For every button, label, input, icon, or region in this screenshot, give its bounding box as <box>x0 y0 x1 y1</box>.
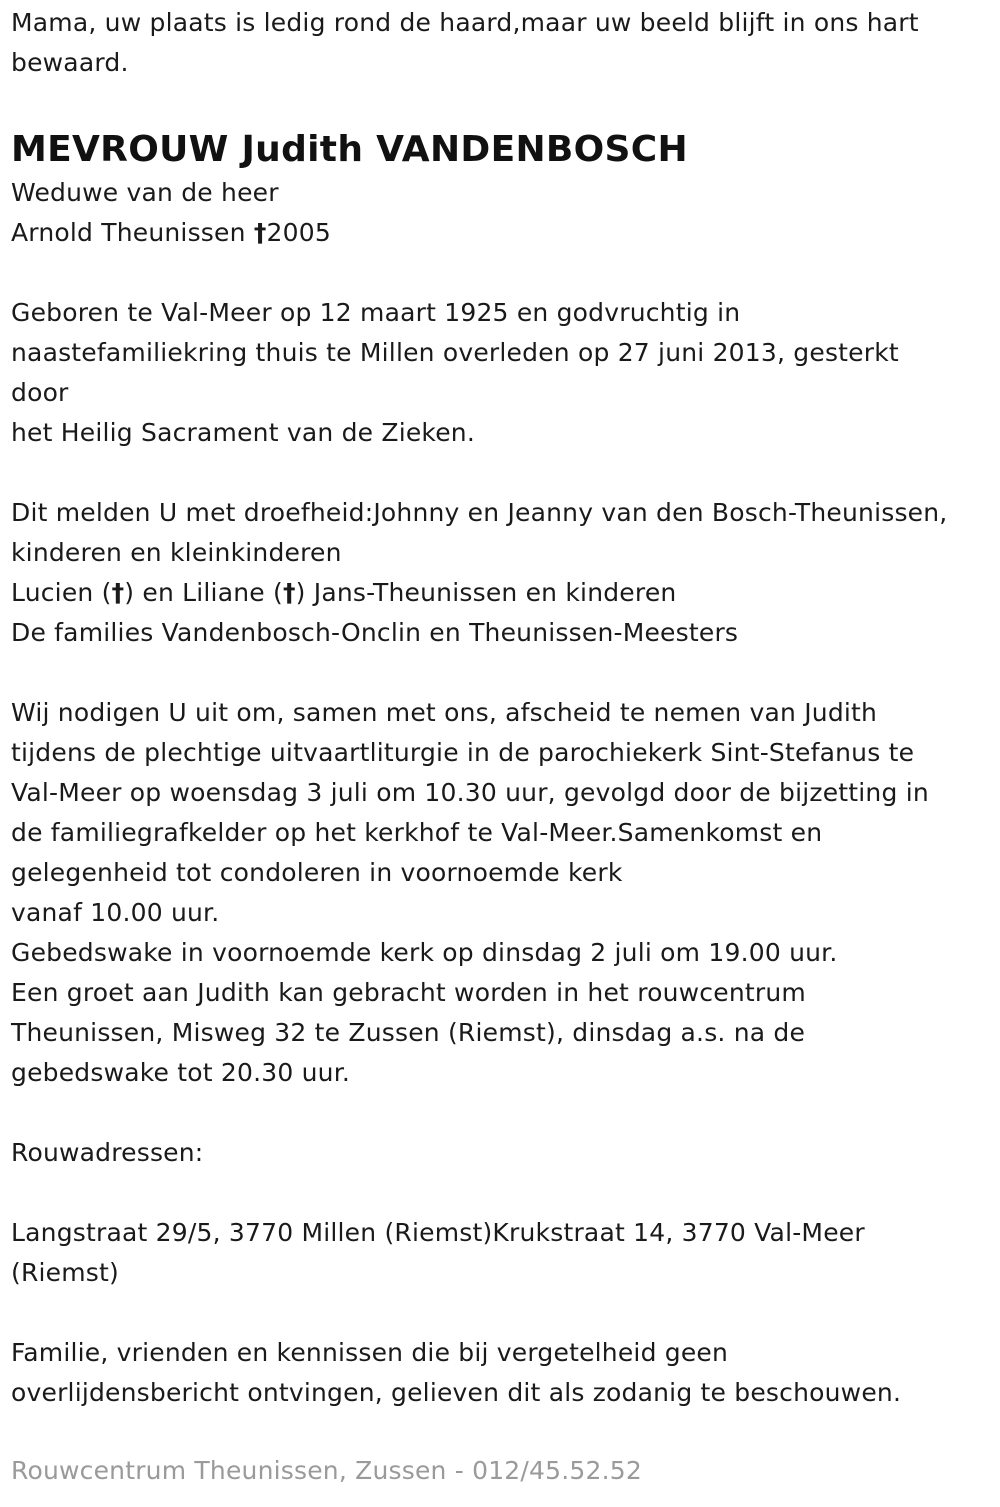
ceremony-line: vanaf 10.00 uur. <box>11 898 220 927</box>
cross-icon: † <box>253 218 267 247</box>
address-line: (Riemst) <box>11 1258 119 1287</box>
ceremony-line: Val-Meer op woensdag 3 juli om 10.30 uur, gevolgd door de bijzetting in <box>11 778 929 807</box>
ceremony-line: Wij nodigen U uit om, samen met ons, afscheid te nemen van Judith <box>11 698 878 727</box>
ceremony-line: de familiegrafkelder op het kerkhof te Val-Meer.Samenkomst en <box>11 818 823 847</box>
family-line: De families Vandenbosch-Onclin en Theunissen-Meesters <box>11 618 739 647</box>
closing-line: Familie, vrienden en kennissen die bij vergetelheid geen <box>11 1338 729 1367</box>
ceremony-line: gelegenheid tot condoleren in voornoemde kerk <box>11 858 623 887</box>
ceremony-line: Theunissen, Misweg 32 te Zussen (Riemst), dinsdag a.s. na de <box>11 1018 806 1047</box>
birth-death-line: door <box>11 378 69 407</box>
family-line: Dit melden U met droefheid:Johnny en Jeanny van den Bosch-Theunissen, <box>11 498 948 527</box>
ceremony-line: tijdens de plechtige uitvaartliturgie in de parochiekerk Sint-Stefanus te <box>11 738 915 767</box>
ceremony-line: Een groet aan Judith kan gebracht worden in het rouwcentrum <box>11 978 806 1007</box>
motto-text: Mama, uw plaats is ledig rond de haard,maar uw beeld blijft in ons hart bewaard. <box>11 8 919 77</box>
cross-icon: † <box>111 578 125 607</box>
spouse-line <box>11 213 988 253</box>
funeral-home-footer: Rouwcentrum Theunissen, Zussen - 012/45.52.52 <box>11 1456 642 1485</box>
ceremony-line: Gebedswake in voornoemde kerk op dinsdag 2 juli om 19.00 uur. <box>11 938 838 967</box>
widow-line: Weduwe van de heer <box>11 178 279 207</box>
address-line: Langstraat 29/5, 3770 Millen (Riemst)Krukstraat 14, 3770 Val-Meer <box>11 1218 865 1247</box>
spouse-name: Arnold Theunissen <box>11 218 246 247</box>
cross-icon: † <box>282 578 296 607</box>
deceased-name: MEVROUW Judith VANDENBOSCH <box>11 129 688 170</box>
birth-death-line: het Heilig Sacrament van de Zieken. <box>11 418 475 447</box>
birth-death-line: naastefamiliekring thuis te Millen overleden op 27 juni 2013, gesterkt <box>11 338 899 367</box>
family-line-lucien: Lucien (†) en Liliane (†) Jans-Theunissen en kinderen <box>11 578 677 607</box>
closing-line: overlijdensbericht ontvingen, gelieven dit als zodanig te beschouwen. <box>11 1378 902 1407</box>
ceremony-line: gebedswake tot 20.30 uur. <box>11 1058 351 1087</box>
spouse-death-year: 2005 <box>266 218 331 247</box>
family-line: kinderen en kleinkinderen <box>11 538 342 567</box>
addresses-heading: Rouwadressen: <box>11 1138 204 1167</box>
birth-death-line: Geboren te Val-Meer op 12 maart 1925 en godvruchtig in <box>11 298 741 327</box>
